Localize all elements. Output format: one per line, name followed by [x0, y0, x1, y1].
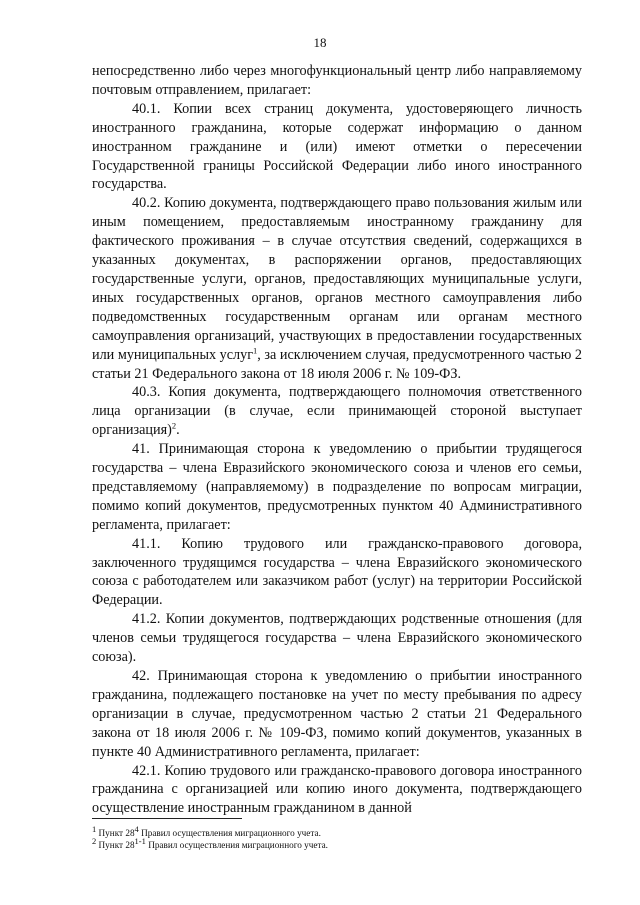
- footnote-1: [92, 823, 582, 839]
- paragraph-40-1: [92, 100, 582, 195]
- document-body: [92, 62, 582, 818]
- paragraph-40-2: [92, 194, 582, 383]
- paragraph-text-after: .: [176, 422, 180, 439]
- footnote-prefix-sup: 1-1: [134, 835, 146, 846]
- paragraph-42: [92, 667, 582, 762]
- paragraph-41-1: [92, 535, 582, 611]
- footnotes-section: [92, 818, 582, 851]
- footnote-2: [92, 835, 582, 851]
- paragraph-text: 40.1. Копии всех страниц документа, удостоверяющего личность иностранного гражданина, которые содержат информацию о данном иностранном гражданине и (или) имеют отметки о пересечении Государственной границы Российской Федерации либо иного иностранного государства.: [92, 100, 582, 193]
- paragraph-text: 41.2. Копии документов, подтверждающих родственные отношения (для членов семьи трудящегося государства – члена Евразийского экономического союза).: [92, 611, 582, 666]
- footnote-ref-1[interactable]: 1: [253, 344, 258, 355]
- footnote-text: Правил осуществления миграционного учета.: [141, 828, 321, 838]
- paragraph-42-1: [92, 762, 582, 819]
- footnote-divider: [92, 818, 242, 819]
- paragraph-text: 41. Принимающая сторона к уведомлению о прибытии трудящегося государства – члена Евразийского экономического союза и членов его семьи, представляемому (направляемому) в подразделение по вопросам миграции, помимо копий документов, предусмотренных пунктом 40 Административного регламента, прилагает:: [92, 441, 582, 533]
- paragraph-text: 40.3. Копия документа, подтверждающего полномочия ответственного лица организации (в случае, если принимающей стороной выступает организация): [92, 384, 582, 439]
- paragraph-text: 41.1. Копию трудового или гражданско-правового договора, заключенного трудящимся государства – члена Евразийского экономического союза с работодателем или заказчиком работ (услуг) на территории Российской Федерации.: [92, 535, 582, 609]
- paragraph-40-3: [92, 383, 582, 440]
- footnote-text: Правил осуществления миграционного учета.: [148, 840, 328, 850]
- footnote-prefix-sup: 4: [134, 823, 139, 834]
- paragraph-text-after: , за исключением случая, предусмотренного частью 2 статьи 21 Федерального закона от 18 июля 2006 г. № 109-ФЗ.: [92, 346, 582, 382]
- paragraph-continuation: [92, 62, 582, 100]
- footnote-mark: 2: [92, 835, 97, 846]
- paragraph-41: [92, 440, 582, 535]
- paragraph-text: непосредственно либо через многофункциональный центр либо направляемому почтовым отправлением, прилагает:: [92, 63, 582, 98]
- footnote-ref-2[interactable]: 2: [171, 420, 177, 431]
- page-number: 18: [313, 35, 327, 50]
- paragraph-text: 42. Принимающая сторона к уведомлению о прибытии иностранного гражданина, подлежащего постановке на учет по месту пребывания по адресу организации в случае, предусмотренном частью 2 статьи 21 Федерального закона от 18 июля 2006 г. № 109-ФЗ, помимо копий документов, указанных в пункте 40 Административного регламента, прилагает:: [92, 668, 582, 760]
- paragraph-text: 40.2. Копию документа, подтверждающего право пользования жилым или иным помещением, предоставляемым иностранному гражданину для фактического проживания – в случае отсутствия сведений, содержащихся в указанных документах, в распоряжении органов, предоставляющих государственные услуги, органов, предоставляющих муниципальные услуги, иных государственных органов, органов местного самоуправления либо подведомственных государственным органам или органам местного самоуправления организаций, участвующих в предоставлении государственных или муниципальных услуг: [92, 195, 582, 363]
- footnote-prefix: Пункт 28: [98, 828, 135, 838]
- paragraph-41-2: [92, 610, 582, 667]
- footnote-mark: 1: [92, 823, 97, 834]
- paragraph-text: 42.1. Копию трудового или гражданско-правового договора иностранного гражданина с организацией или копию иного документа, подтверждающего осуществление иностранным гражданином в данной: [92, 762, 582, 817]
- footnote-prefix: Пункт 28: [98, 840, 135, 850]
